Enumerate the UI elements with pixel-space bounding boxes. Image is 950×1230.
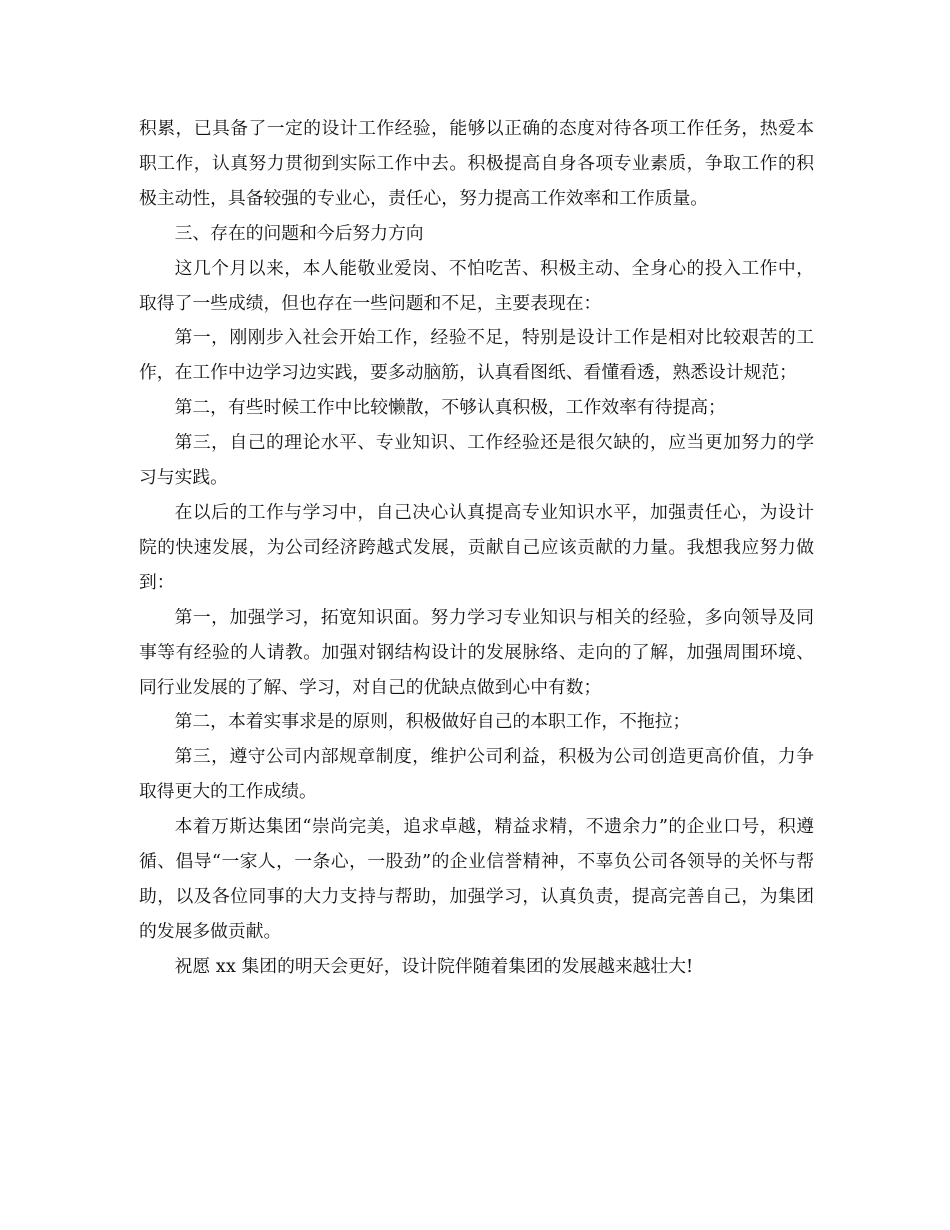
paragraph: 祝愿 xx 集团的明天会更好，设计院伴随着集团的发展越来越壮大! (174, 955, 694, 977)
paragraph-continuation: 积累，已具备了一定的设计工作经验，能够以正确的态度对待各项工作任务，热爱本职工作，认真努力贯彻到实际工作中去。积极提高自身各项专业素质，争取工作的积极主动性，具备较强的专业心，责任心，努力提高工作效率和工作质量。 (139, 118, 814, 209)
paragraph: 第二，有些时候工作中比较懒散，不够认真积极，工作效率有待提高； (174, 397, 726, 419)
paragraph: 第三，自己的理论水平、专业知识、工作经验还是很欠缺的，应当更加努力的学习与实践。 (139, 432, 814, 489)
section-heading: 三、存在的问题和今后努力方向 (174, 222, 424, 244)
paragraph: 第一，加强学习，拓宽知识面。努力学习专业知识与相关的经验，多向领导及同事等有经验的人请教。加强对钢结构设计的发展脉络、走向的了解，加强周围环境、同行业发展的了解、学习，对自己的优缺点做到心中有数； (139, 606, 814, 698)
paragraph: 第一，刚刚步入社会开始工作，经验不足，特别是设计工作是相对比较艰苦的工作，在工作中边学习边实践，要多动脑筋，认真看图纸、看懂看透，熟悉设计规范； (139, 327, 814, 384)
paragraph: 这几个月以来，本人能敬业爱岗、不怕吃苦、积极主动、全身心的投入工作中，取得了一些成绩，但也存在一些问题和不足，主要表现在： (139, 257, 814, 314)
document-page (139, 112, 814, 985)
paragraph: 本着万斯达集团“崇尚完美，追求卓越，精益求精，不遗余力”的企业口号，积遵循、倡导“一家人，一条心，一股劲”的企业信誉精神，不辜负公司各领导的关怀与帮助，以及各位同事的大力支持与帮助，加强学习，认真负责，提高完善自己，为集团的发展多做贡献。 (139, 816, 814, 942)
paragraph: 第三，遵守公司内部规章制度，维护公司利益，积极为公司创造更高价值，力争取得更大的工作成绩。 (139, 746, 814, 803)
paragraph: 第二，本着实事求是的原则，积极做好自己的本职工作，不拖拉； (174, 711, 691, 733)
paragraph: 在以后的工作与学习中，自己决心认真提高专业知识水平，加强责任心，为设计院的快速发展，为公司经济跨越式发展，贡献自己应该贡献的力量。我想我应努力做到： (139, 501, 814, 593)
